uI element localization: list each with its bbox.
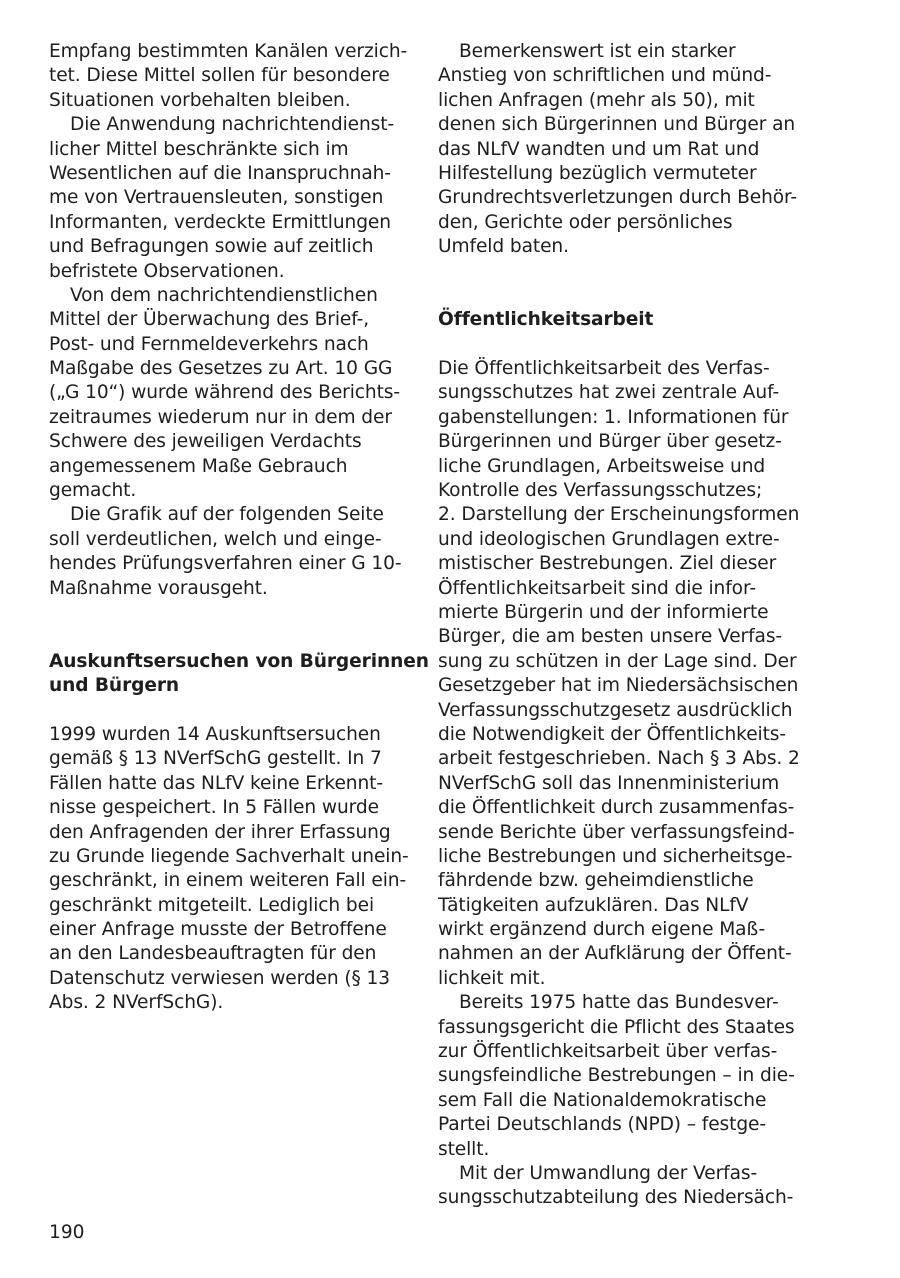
text-line: sungsschutzabteilung des Niedersäch- <box>438 1187 794 1209</box>
text-line: Schwere des jeweiligen Verdachts <box>49 431 362 453</box>
text-line: befristete Observationen. <box>49 260 285 282</box>
text-line: Die Grafik auf der folgenden Seite <box>70 504 384 526</box>
text-line: den, Gerichte oder persönliches <box>438 211 733 233</box>
text-line: gemäß § 13 NVerfSchG gestellt. In 7 <box>49 748 382 770</box>
text-line: Die Anwendung nachrichtendienst- <box>70 114 395 136</box>
text-line: liche Bestrebungen und sicherheitsge- <box>438 845 793 867</box>
section-heading <box>49 650 429 699</box>
text-line: Mit der Umwandlung der Verfas- <box>459 1162 758 1184</box>
text-line: den Anfragenden der ihrer Erfassung <box>49 821 391 843</box>
text-line: liche Grundlagen, Arbeitsweise und <box>438 455 766 477</box>
paragraph <box>49 40 414 113</box>
paragraph <box>438 991 803 1162</box>
text-line: Datenschutz verwiesen werden (§ 13 <box>49 967 391 989</box>
text-line: 1999 wurden 14 Auskunftsersuchen <box>49 723 381 745</box>
text-line: Die Öffentlichkeitsarbeit des Verfas- <box>438 358 770 380</box>
text-line: sungsschutzes hat zwei zentrale Auf- <box>438 382 780 404</box>
text-line: Bürger, die am besten unsere Verfas- <box>438 626 783 648</box>
text-line: geschränkt mitgeteilt. Lediglich bei <box>49 894 375 916</box>
text-line: geschränkt, in einem weiteren Fall ein- <box>49 870 407 892</box>
text-line: sem Fall die Nationaldemokratische <box>438 1089 767 1111</box>
text-line: Öffentlichkeitsarbeit sind die infor- <box>438 577 756 599</box>
text-line: stellt. <box>438 1138 490 1160</box>
text-line: Bemerkenswert ist ein starker <box>459 41 736 62</box>
text-line: Grundrechtsverletzungen durch Behör- <box>438 187 797 209</box>
text-line: zeitraumes wiederum nur in dem der <box>49 406 392 428</box>
text-line: Maßgabe des Gesetzes zu Art. 10 GG <box>49 358 393 380</box>
text-line: das NLfV wandten und um Rat und <box>438 138 760 160</box>
text-line: tet. Diese Mittel sollen für besondere <box>49 65 390 87</box>
paragraph <box>49 284 414 504</box>
text-line: sung zu schützen in der Lage sind. Der <box>438 650 797 672</box>
text-line: lichen Anfragen (mehr als 50), mit <box>438 89 755 111</box>
text-line: mistischer Bestrebungen. Ziel dieser <box>438 553 777 575</box>
paragraph <box>49 113 414 284</box>
text-line: me von Vertrauensleuten, sonstigen <box>49 187 384 209</box>
text-line: lichkeit mit. <box>438 967 546 989</box>
paragraph <box>49 503 414 601</box>
text-line: nisse gespeichert. In 5 Fällen wurde <box>49 797 379 819</box>
text-line: Post- und Fernmeldeverkehrs nach <box>49 333 369 355</box>
text-line: Empfang bestimmten Kanälen verzich- <box>49 41 408 62</box>
text-line: die Öffentlichkeit durch zusammenfas- <box>438 797 795 819</box>
text-line: die Notwendigkeit der Öffentlichkeits- <box>438 723 786 745</box>
text-line: an den Landesbeauftragten für den <box>49 943 377 965</box>
text-line: wirkt ergänzend durch eigene Maß- <box>438 919 766 941</box>
text-line: Bereits 1975 hatte das Bundesver- <box>459 992 779 1014</box>
text-line: Wesentlichen auf die Inanspruchnah- <box>49 162 391 184</box>
text-line: Von dem nachrichtendienstlichen <box>70 284 378 306</box>
text-line: Tätigkeiten aufzuklären. Das NLfV <box>438 894 749 916</box>
text-line: fassungsgericht die Pflicht des Staates <box>438 1016 795 1038</box>
spacer <box>438 260 803 309</box>
text-line: nahmen an der Aufklärung der Öffent- <box>438 943 792 965</box>
text-line: Hilfestellung bezüglich vermuteter <box>438 162 757 184</box>
text-line: arbeit festgeschrieben. Nach § 3 Abs. 2 <box>438 748 800 770</box>
text-line: Kontrolle des Verfassungsschutzes; <box>438 480 763 502</box>
text-line: Fällen hatte das NLfV keine Erkennt- <box>49 772 383 794</box>
text-line: Umfeld baten. <box>438 236 569 258</box>
text-line: denen sich Bürgerinnen und Bürger an <box>438 114 796 136</box>
page-number: 190 <box>49 1222 85 1243</box>
text-line: und Bürgern <box>49 675 180 697</box>
text-line: gemacht. <box>49 480 137 502</box>
text-line: fährdende bzw. geheimdienstliche <box>438 870 754 892</box>
text-line: soll verdeutlichen, welch und einge- <box>49 528 382 550</box>
text-line: zu Grunde liegende Sachverhalt unein- <box>49 845 409 867</box>
left-column <box>49 40 429 1016</box>
text-line: Gesetzgeber hat im Niedersächsischen <box>438 675 799 697</box>
text-line: Bürgerinnen und Bürger über gesetz- <box>438 431 782 453</box>
paragraph <box>438 1162 803 1211</box>
text-line: Partei Deutschlands (NPD) – festge- <box>438 1114 766 1136</box>
paragraph <box>49 723 414 1016</box>
text-line: sende Berichte über verfassungsfeind- <box>438 821 795 843</box>
text-line: gabenstellungen: 1. Informationen für <box>438 406 789 428</box>
text-line: hendes Prüfungsverfahren einer G 10- <box>49 553 402 575</box>
text-line: einer Anfrage musste der Betroffene <box>49 919 387 941</box>
text-line: und ideologischen Grundlagen extre- <box>438 528 780 550</box>
text-line: Anstieg von schriftlichen und münd- <box>438 65 772 87</box>
text-line: Maßnahme vorausgeht. <box>49 577 268 599</box>
text-line: Situationen vorbehalten bleiben. <box>49 89 351 111</box>
paragraph <box>438 357 803 991</box>
text-line: zur Öffentlichkeitsarbeit über verfas- <box>438 1041 778 1063</box>
text-line: NVerfSchG soll das Innenministerium <box>438 772 780 794</box>
text-line: Abs. 2 NVerfSchG). <box>49 992 224 1014</box>
text-line: und Befragungen sowie auf zeitlich <box>49 236 374 258</box>
section-heading: Öffentlichkeitsarbeit <box>438 309 654 331</box>
text-line: Mittel der Überwachung des Brief-, <box>49 309 370 331</box>
text-line: sungsfeindliche Bestrebungen – in die- <box>438 1065 795 1087</box>
spacer <box>49 699 414 723</box>
text-line: Verfassungsschutzgesetz ausdrücklich <box>438 699 793 721</box>
text-line: Auskunftsersuchen von Bürgerinnen <box>49 650 429 672</box>
paragraph <box>438 40 803 260</box>
right-column <box>438 40 803 1211</box>
spacer <box>49 601 414 650</box>
text-line: angemessenem Maße Gebrauch <box>49 455 348 477</box>
text-line: licher Mittel beschränkte sich im <box>49 138 349 160</box>
text-line: mierte Bürgerin und der informierte <box>438 602 769 623</box>
text-line: („G 10“) wurde während des Berichts- <box>49 382 400 404</box>
text-line: 2. Darstellung der Erscheinungsformen <box>438 504 800 526</box>
spacer <box>438 333 803 357</box>
text-line: Informanten, verdeckte Ermittlungen <box>49 211 391 233</box>
